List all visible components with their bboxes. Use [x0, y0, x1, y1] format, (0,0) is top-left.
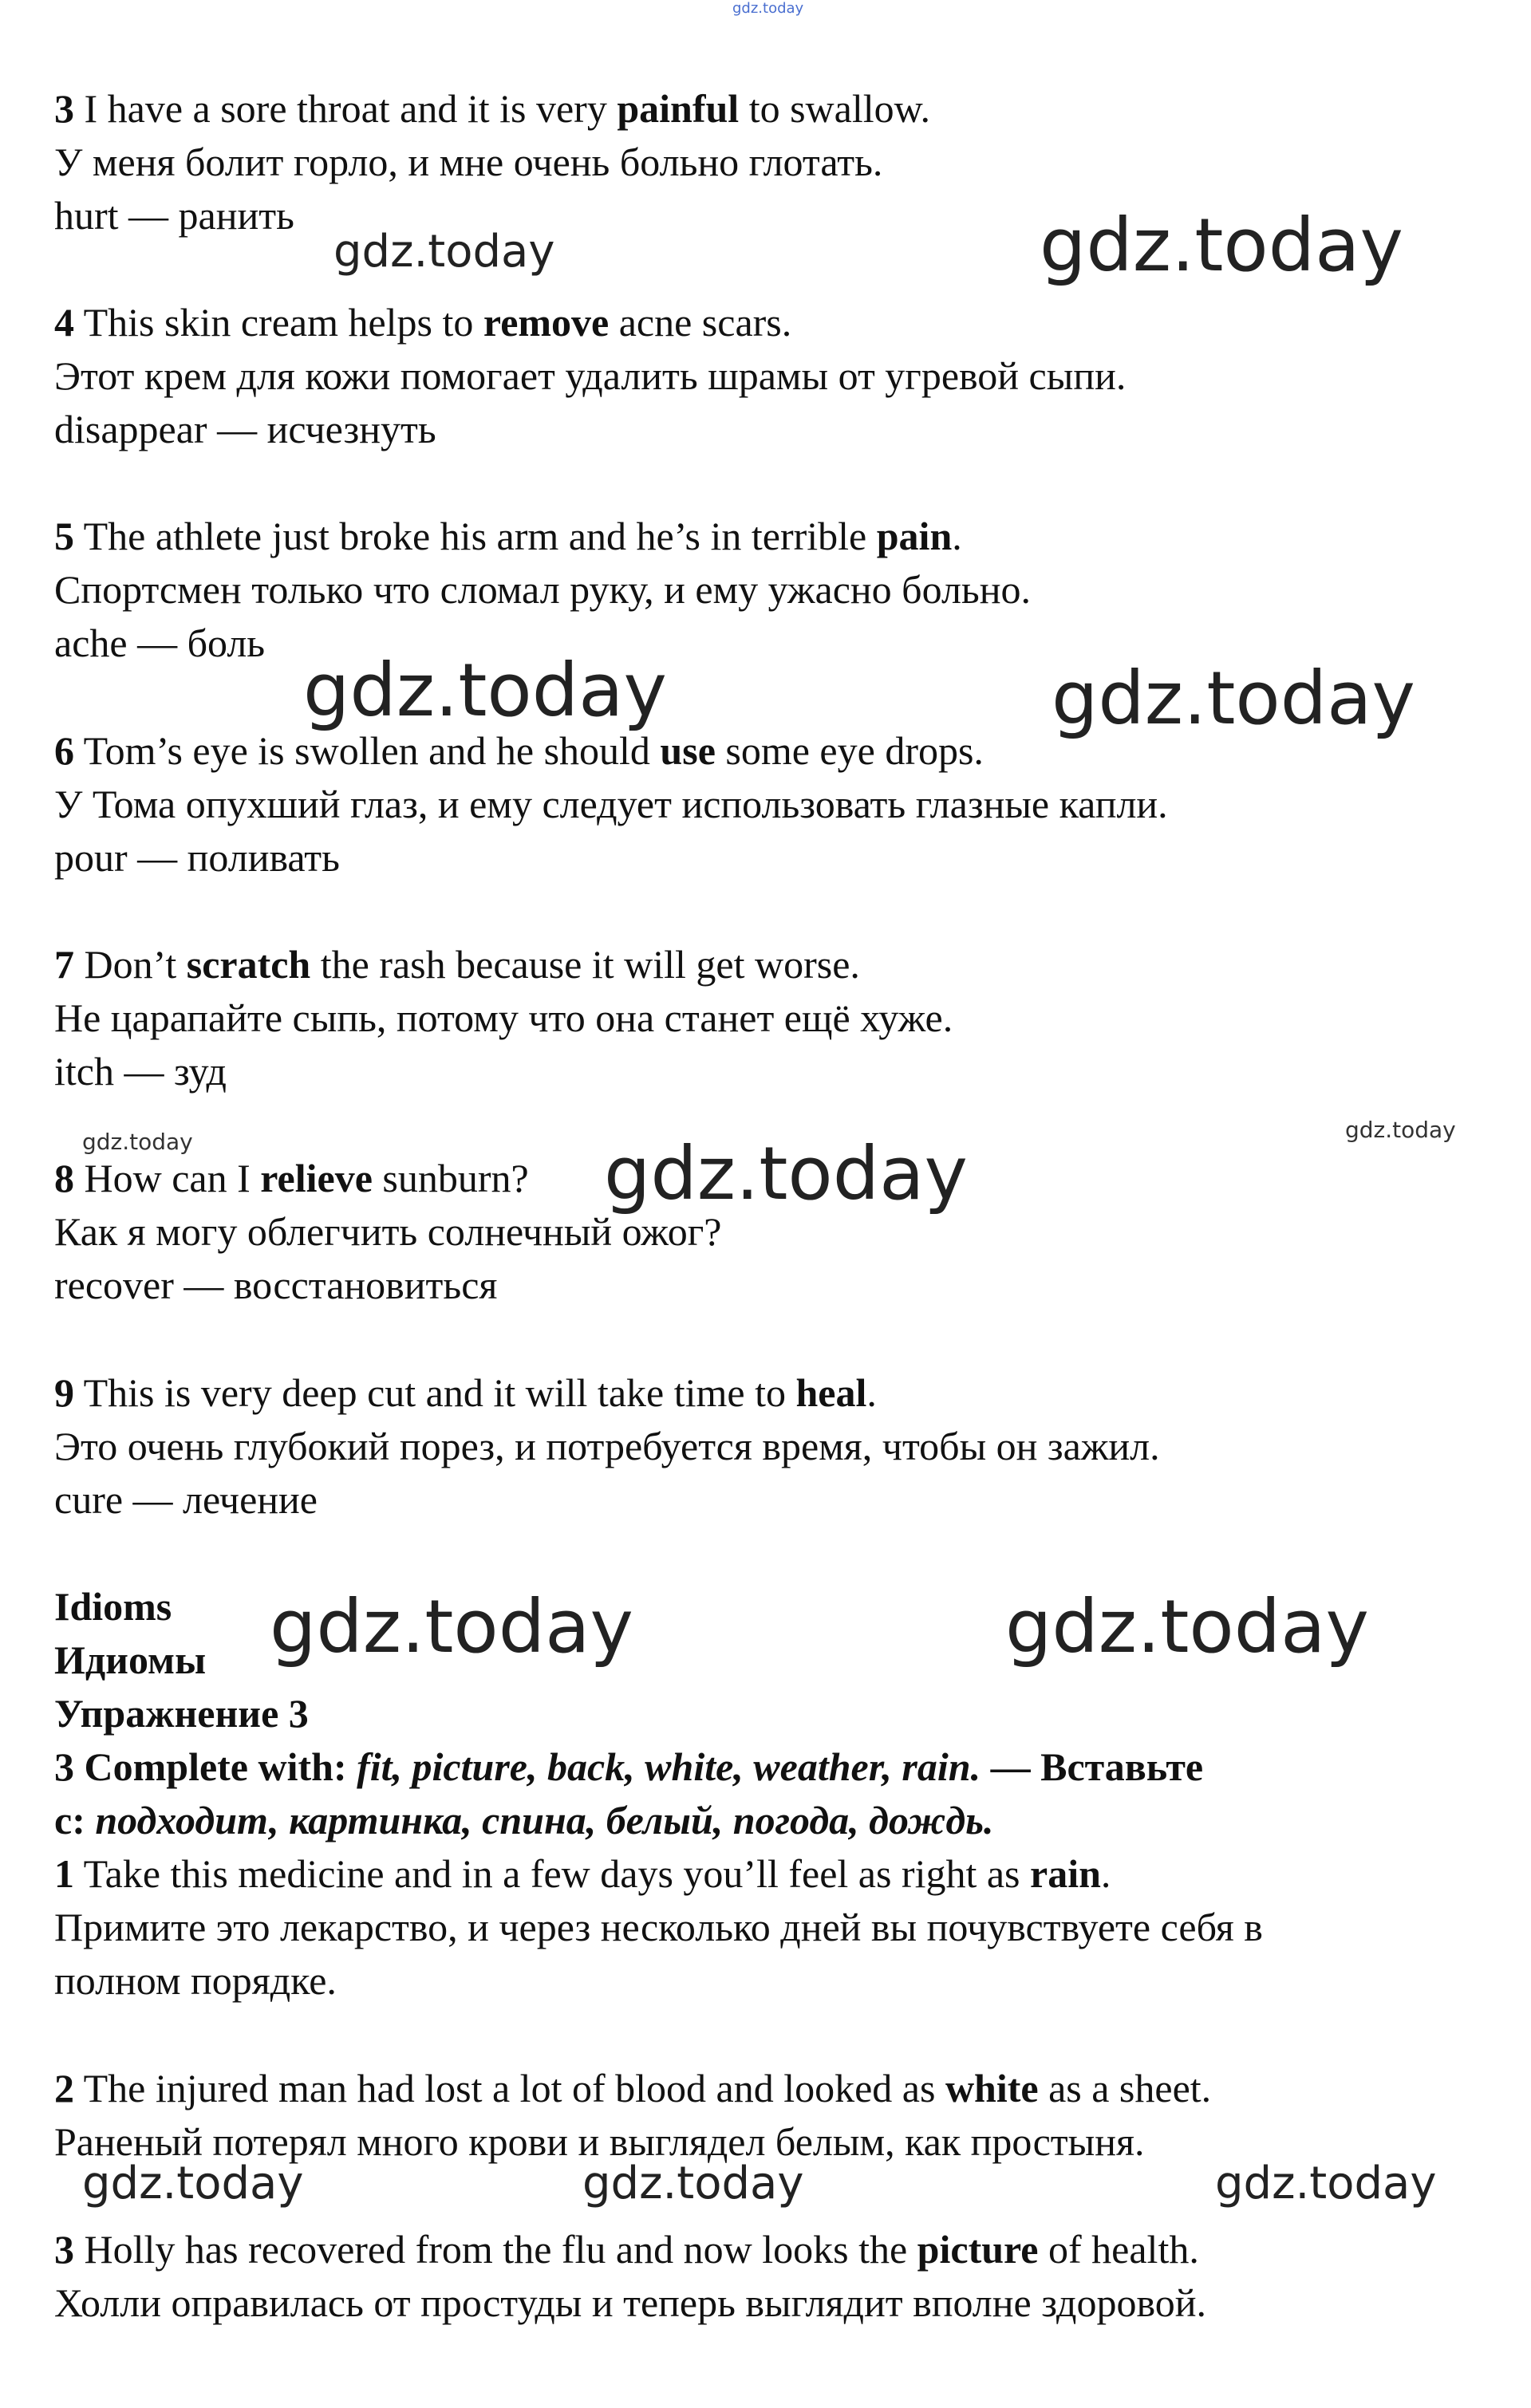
item-translation: Не царапайте сыпь, потому что она станет ещё хуже. [54, 995, 953, 1040]
item-sentence: 4 This skin cream helps to remove acne scars. [54, 300, 792, 345]
item-translation: Как я могу облегчить солнечный ожог? [54, 1209, 722, 1254]
item-alternative: recover — восстановиться [54, 1263, 498, 1307]
idiom-sentence: 1 Take this medicine and in a few days you’ll feel as right as rain. [54, 1851, 1111, 1896]
watermark: gdz.today [1005, 1584, 1369, 1669]
section-title-ru: Идиомы [54, 1638, 207, 1682]
watermark: gdz.today [582, 2158, 804, 2209]
item-sentence: 9 This is very deep cut and it will take time to heal. [54, 1370, 877, 1415]
item-sentence: 6 Tom’s eye is swollen and he should use some eye drops. [54, 728, 984, 773]
item-sentence: 3 I have a sore throat and it is very painful to swallow. [54, 86, 930, 131]
watermark: gdz.today [82, 2158, 304, 2209]
watermark-top: gdz.today [732, 0, 804, 17]
item-sentence: 8 How can I relieve sunburn? [54, 1156, 529, 1200]
idiom-sentence: 3 Holly has recovered from the flu and now looks the picture of health. [54, 2227, 1199, 2272]
item-translation: Этот крем для кожи помогает удалить шрамы от угревой сыпи. [54, 353, 1127, 398]
watermark: gdz.today [1052, 656, 1415, 741]
watermark: gdz.today [270, 1584, 633, 1669]
section-title-en: Idioms [54, 1584, 172, 1629]
idiom-translation-continued: полном порядке. [54, 1958, 337, 2003]
exercise-task: 3 Complete with: fit, picture, back, white, weather, rain. — Вставьте [54, 1744, 1204, 1789]
idiom-translation: Примите это лекарство, и через несколько дней вы почувствуете себя в [54, 1905, 1263, 1949]
item-translation: У меня болит горло, и мне очень больно глотать. [54, 140, 883, 184]
watermark: gdz.today [82, 1129, 193, 1155]
watermark: gdz.today [1040, 203, 1403, 288]
item-sentence: 7 Don’t scratch the rash because it will get worse. [54, 942, 860, 987]
idiom-sentence: 2 The injured man had lost a lot of blood and looked as white as a sheet. [54, 2066, 1212, 2110]
item-alternative: itch — зуд [54, 1049, 227, 1094]
item-translation: Спортсмен только что сломал руку, и ему ужасно больно. [54, 567, 1031, 612]
item-alternative: cure — лечение [54, 1477, 318, 1522]
watermark: gdz.today [604, 1131, 968, 1216]
idiom-translation: Раненый потерял много крови и выглядел белым, как простыня. [54, 2119, 1145, 2164]
item-alternative: disappear — исчезнуть [54, 407, 436, 451]
item-sentence: 5 The athlete just broke his arm and he’s in terrible pain. [54, 514, 962, 558]
exercise-title: Упражнение 3 [54, 1691, 309, 1736]
watermark: gdz.today [303, 648, 667, 733]
item-alternative: pour — поливать [54, 835, 340, 880]
watermark: gdz.today [333, 226, 555, 278]
idiom-translation: Холли оправилась от простуды и теперь выглядит вполне здоровой. [54, 2280, 1207, 2325]
watermark: gdz.today [1215, 2158, 1437, 2209]
item-alternative: ache — боль [54, 621, 266, 665]
exercise-task-continued: с: подходит, картинка, спина, белый, погода, дождь. [54, 1798, 994, 1842]
item-translation: У Тома опухший глаз, и ему следует использовать глазные капли. [54, 782, 1168, 826]
watermark: gdz.today [1345, 1117, 1456, 1143]
item-alternative: hurt — ранить [54, 193, 294, 238]
item-translation: Это очень глубокий порез, и потребуется время, чтобы он зажил. [54, 1424, 1160, 1468]
